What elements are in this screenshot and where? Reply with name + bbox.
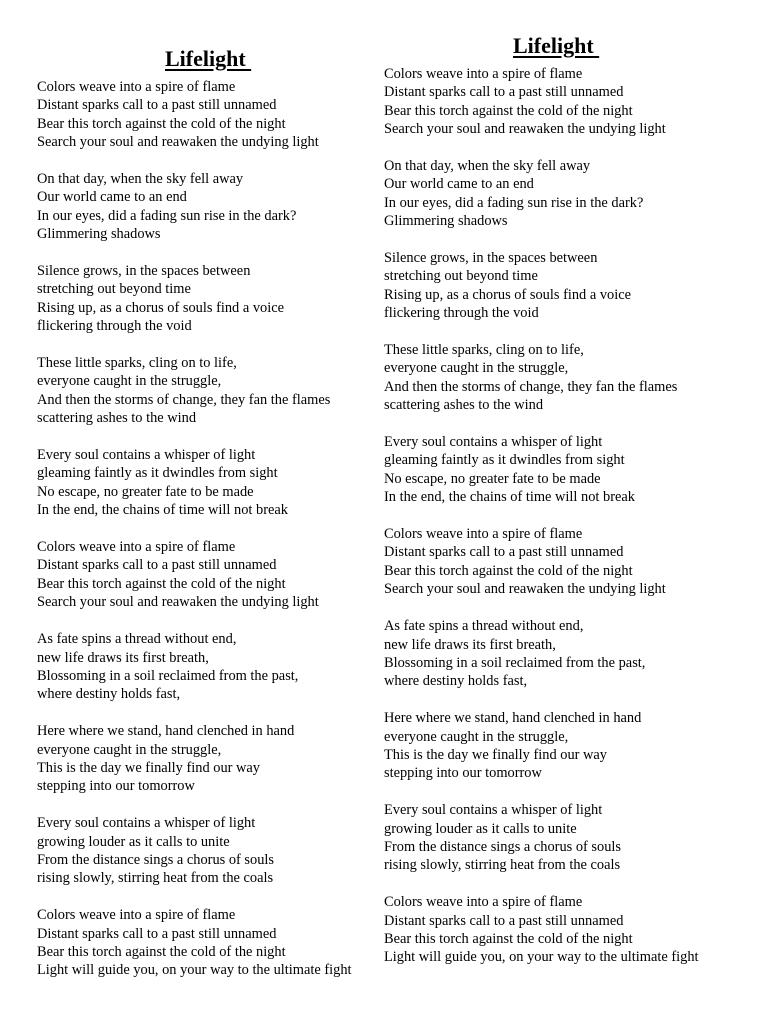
lyric-line: everyone caught in the struggle,: [384, 728, 569, 745]
lyric-line: gleaming faintly as it dwindles from sight: [384, 452, 625, 469]
lyric-line: In the end, the chains of time will not break: [384, 489, 635, 506]
lyric-line: everyone caught in the struggle,: [384, 360, 569, 377]
lyric-line: Bear this torch against the cold of the night: [37, 115, 286, 132]
left-stanza: [37, 262, 387, 336]
right-stanza: [384, 525, 734, 599]
lyric-line: This is the day we finally find our way: [384, 746, 608, 763]
right-stanza-list: [384, 65, 734, 967]
lyric-line: everyone caught in the struggle,: [37, 373, 222, 390]
lyric-line: Bear this torch against the cold of the night: [37, 943, 286, 960]
lyric-line: Every soul contains a whisper of light: [37, 447, 256, 464]
lyric-line: Colors weave into a spire of flame: [37, 907, 236, 924]
lyric-line: growing louder as it calls to unite: [37, 833, 230, 850]
lyric-line: Distant sparks call to a past still unnamed: [37, 97, 277, 114]
right-song-title: Lifelight: [513, 33, 600, 58]
lyric-line: stepping into our tomorrow: [37, 778, 195, 795]
lyric-line: new life draws its first breath,: [384, 636, 556, 653]
right-stanza: [384, 157, 734, 231]
lyric-line: Distant sparks call to a past still unnamed: [37, 925, 277, 942]
lyric-line: Bear this torch against the cold of the night: [384, 102, 633, 119]
left-stanza: [37, 814, 387, 888]
lyric-line: Every soul contains a whisper of light: [384, 434, 603, 451]
lyric-line: gleaming faintly as it dwindles from sight: [37, 465, 278, 482]
lyric-line: As fate spins a thread without end,: [384, 618, 584, 635]
left-stanza: [37, 170, 387, 244]
right-stanza: [384, 709, 734, 783]
left-stanza: [37, 630, 387, 704]
lyric-line: In our eyes, did a fading sun rise in the dark?: [384, 194, 644, 211]
lyric-line: No escape, no greater fate to be made: [384, 470, 601, 487]
lyric-line: Bear this torch against the cold of the night: [37, 575, 286, 592]
lyric-line: Every soul contains a whisper of light: [384, 802, 603, 819]
right-stanza: [384, 801, 734, 875]
lyric-line: In the end, the chains of time will not break: [37, 502, 288, 519]
left-stanza: [37, 722, 387, 796]
left-stanza: [37, 78, 387, 152]
lyric-line: Light will guide you, on your way to the ultimate fight: [37, 962, 352, 979]
lyric-line: Colors weave into a spire of flame: [37, 539, 236, 556]
lyric-line: Distant sparks call to a past still unnamed: [384, 84, 624, 101]
lyric-line: As fate spins a thread without end,: [37, 631, 237, 648]
lyric-line: everyone caught in the struggle,: [37, 741, 222, 758]
lyric-line: Colors weave into a spire of flame: [384, 526, 583, 543]
lyric-line: rising slowly, stirring heat from the coals: [37, 870, 274, 887]
lyric-line: flickering through the void: [384, 305, 539, 322]
right-stanza: [384, 65, 734, 139]
lyric-line: Silence grows, in the spaces between: [384, 250, 598, 267]
lyric-line: Silence grows, in the spaces between: [37, 263, 251, 280]
lyric-line: Every soul contains a whisper of light: [37, 815, 256, 832]
lyric-line: Glimmering shadows: [384, 213, 508, 230]
lyric-line: Blossoming in a soil reclaimed from the past,: [37, 667, 299, 684]
right-lyrics-column: [384, 31, 734, 985]
lyric-line: Colors weave into a spire of flame: [37, 79, 236, 95]
lyric-line: growing louder as it calls to unite: [384, 820, 577, 837]
lyric-line: Search your soul and reawaken the undying light: [384, 121, 666, 138]
lyric-line: Distant sparks call to a past still unnamed: [384, 544, 624, 561]
lyric-line: stretching out beyond time: [37, 281, 191, 298]
lyric-line: where destiny holds fast,: [37, 686, 181, 703]
lyric-line: Here where we stand, hand clenched in hand: [384, 710, 642, 727]
lyric-line: Our world came to an end: [384, 176, 534, 193]
left-stanza: [37, 446, 387, 520]
lyric-line: Search your soul and reawaken the undying light: [384, 581, 666, 598]
lyric-line: Bear this torch against the cold of the night: [384, 562, 633, 579]
left-stanza-list: [37, 78, 387, 980]
lyric-line: From the distance sings a chorus of souls: [384, 838, 622, 855]
lyric-line: These little sparks, cling on to life,: [384, 342, 584, 359]
left-lyrics-column: [37, 44, 387, 998]
lyric-line: rising slowly, stirring heat from the coals: [384, 857, 621, 874]
lyric-line: Colors weave into a spire of flame: [384, 66, 583, 82]
right-stanza: [384, 341, 734, 415]
lyric-line: And then the storms of change, they fan the flames: [384, 378, 678, 395]
lyric-line: new life draws its first breath,: [37, 649, 209, 666]
lyric-line: Distant sparks call to a past still unnamed: [37, 557, 277, 574]
lyric-line: Blossoming in a soil reclaimed from the past,: [384, 654, 646, 671]
lyric-line: This is the day we finally find our way: [37, 759, 261, 776]
lyric-line: On that day, when the sky fell away: [384, 158, 591, 175]
lyric-line: where destiny holds fast,: [384, 673, 528, 690]
lyric-line: And then the storms of change, they fan the flames: [37, 391, 331, 408]
lyric-line: Distant sparks call to a past still unnamed: [384, 912, 624, 929]
right-stanza: [384, 893, 734, 967]
lyric-line: From the distance sings a chorus of souls: [37, 851, 275, 868]
lyric-line: Our world came to an end: [37, 189, 187, 206]
lyric-line: In our eyes, did a fading sun rise in the dark?: [37, 207, 297, 224]
lyric-line: Rising up, as a chorus of souls find a voice: [37, 299, 285, 316]
left-song-title: Lifelight: [165, 46, 252, 71]
lyric-line: Bear this torch against the cold of the night: [384, 930, 633, 947]
right-stanza: [384, 433, 734, 507]
right-stanza: [384, 249, 734, 323]
lyric-line: Rising up, as a chorus of souls find a voice: [384, 286, 632, 303]
lyric-line: Light will guide you, on your way to the ultimate fight: [384, 949, 699, 966]
lyric-line: Search your soul and reawaken the undying light: [37, 134, 319, 151]
lyric-line: On that day, when the sky fell away: [37, 171, 244, 188]
lyric-line: Here where we stand, hand clenched in hand: [37, 723, 295, 740]
lyric-line: Colors weave into a spire of flame: [384, 894, 583, 911]
lyric-line: Glimmering shadows: [37, 226, 161, 243]
lyric-line: No escape, no greater fate to be made: [37, 483, 254, 500]
lyric-line: Search your soul and reawaken the undying light: [37, 594, 319, 611]
left-stanza: [37, 354, 387, 428]
lyric-line: stretching out beyond time: [384, 268, 538, 285]
lyric-line: stepping into our tomorrow: [384, 765, 542, 782]
lyric-line: flickering through the void: [37, 318, 192, 335]
lyric-line: scattering ashes to the wind: [37, 410, 197, 427]
lyric-line: scattering ashes to the wind: [384, 397, 544, 414]
left-stanza: [37, 906, 387, 980]
lyric-line: These little sparks, cling on to life,: [37, 355, 237, 372]
right-stanza: [384, 617, 734, 691]
left-stanza: [37, 538, 387, 612]
